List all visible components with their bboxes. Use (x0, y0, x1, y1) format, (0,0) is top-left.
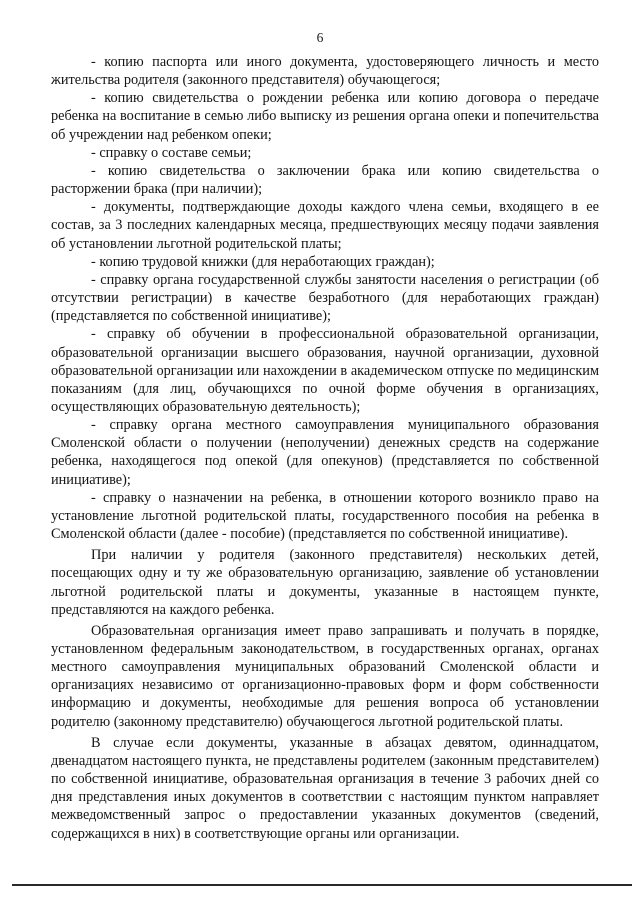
list-item-employment-record: - копию трудовой книжки (для неработающих граждан); (91, 253, 435, 270)
list-item-income-documents: - документы, подтверждающие доходы каждого члена семьи, входящего в ее состав, за 3 последних календарных месяца, предшествующих месяцу подачи заявления об установлении льготной родительской платы; (51, 199, 599, 252)
list-item-birth-certificate: - копию свидетельства о рождении ребенка или копию договора о передаче ребенка на воспитание в семью либо выписку из решения органа опеки и попечительства об учреждении над ребенком опеки; (51, 90, 599, 143)
list-item-family-composition: - справку о составе семьи; (91, 144, 252, 161)
list-item-passport: - копию паспорта или иного документа, удостоверяющего личность и место жительства родителя (законного представителя) обучающегося; (51, 54, 599, 89)
list-item-benefit-certificate: - справку о назначении на ребенка, в отношении которого возникло право на установление льготной родительской платы, государственного пособия на ребенка в Смоленской области (далее - пособие) (представляется по собственной инициативе). (51, 489, 599, 543)
bottom-divider (12, 884, 632, 886)
paragraph-interagency-request: В случае если документы, указанные в абзацах девятом, одиннадцатом, двенадцатом настоящего пункта, не представлены родителем (законным представителем) по собственной инициативе, образовательная организация в течение 3 рабочих дней со дня представления иных документов в соответствии с настоящим пунктом направляет межведомственный запрос о предоставлении указанных документов (сведений, содержащихся в них) в соответствующие органы или организации. (51, 734, 599, 842)
list-item-guardianship-certificate: - справку органа местного самоуправления муниципального образования Смоленской области о получении (неполучении) денежных средств на содержание ребенка, находящегося под опекой (для опекунов) (представляется по собственной инициативе); (51, 417, 599, 488)
document-body (51, 53, 599, 843)
page-number: 6 (316, 30, 324, 45)
list-item-marriage-certificate: - копию свидетельства о заключении брака или копию свидетельства о расторжении брака (при наличии); (51, 162, 599, 198)
paragraph-several-children: При наличии у родителя (законного представителя) нескольких детей, посещающих одну и ту же образовательную организацию, заявление об установлении льготной родительской платы и документы, указанные в настоящем пункте, представляются на каждого ребенка. (51, 547, 599, 618)
paragraph-organization-rights: Образовательная организация имеет право запрашивать и получать в порядке, установленном федеральным законодательством, в государственных органах, органах местного самоуправления муниципальных образований Смоленской области и организациях независимо от организационно-правовых форм и форм собственности информацию и документы, необходимые для решения вопроса об установлении родителю (законному представителю) обучающегося льготной родительской платы. (51, 622, 599, 730)
list-item-education-certificate: - справку об обучении в профессиональной образовательной организации, образовательной организации высшего образования, научной организации, духовной образовательной организации или нахождении в академическом отпуске по медицинским показаниям (для лиц, обучающихся по очной форме обучения в организациях, осуществляющих образовательную деятельность); (51, 326, 599, 415)
list-item-employment-service-certificate: - справку органа государственной службы занятости населения о регистрации (об отсутствии регистрации) в качестве безработного (для неработающих граждан) (представляется по собственной инициативе); (51, 271, 599, 325)
